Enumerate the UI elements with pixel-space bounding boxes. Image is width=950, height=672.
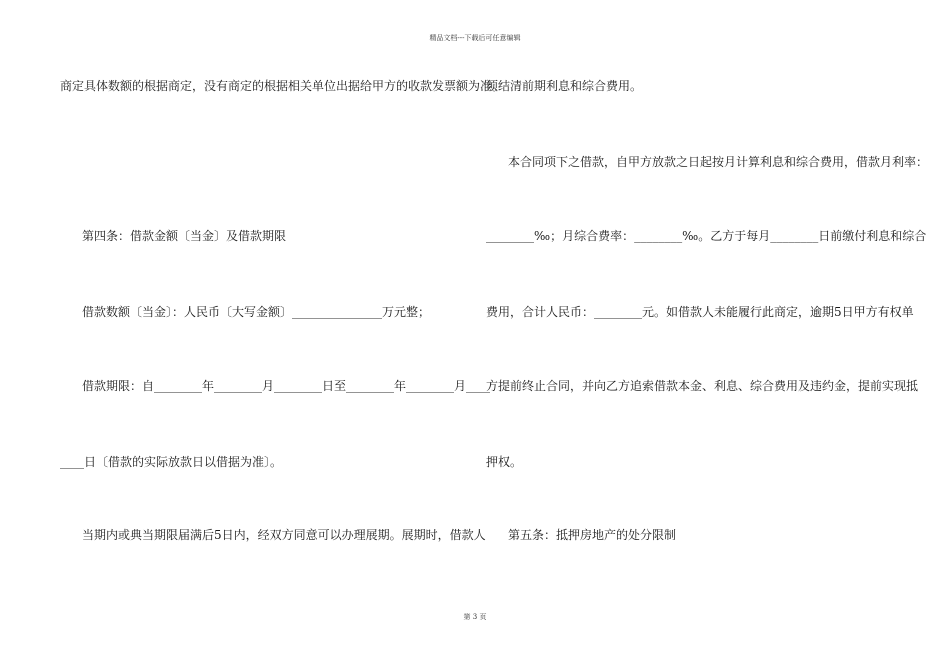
extension-clause-line: 当期内或典当期限届满后5日内，经双方同意可以办理展期。展期时，借款人: [82, 528, 486, 542]
article-4-heading: 第四条：借款金额〔当金〕及借款期限: [82, 229, 287, 243]
right-paragraph-line: 须结清前期利息和综合费用。: [486, 79, 643, 93]
interest-clause-line: 本合同项下之借款，自甲方放款之日起按月计算利息和综合费用，借款月利率：: [508, 155, 929, 169]
mortgage-right-line: 押权。: [486, 455, 523, 469]
page-header: 精品文档---下载后可任意编辑: [429, 34, 521, 42]
loan-term-continuation: ____日〔借款的实际放款日以借据为准〕。: [60, 455, 283, 469]
page-number: 第 3 页: [463, 613, 487, 621]
loan-amount-line: 借款数额〔当金〕：人民币〔大写金额〕_______________万元整；: [82, 305, 431, 319]
left-paragraph-line: 商定具体数额的根据商定，没有商定的根据相关单位出据给甲方的收款发票额为准。: [60, 79, 505, 93]
loan-term-line: 借款期限：自________年________月________日至________年________月____: [82, 379, 491, 393]
payment-amount-line: 费用，合计人民币：________元。如借款人未能履行此商定，逾期5日甲方有权单: [486, 305, 914, 319]
article-5-heading: 第五条：抵押房地产的处分限制: [508, 528, 677, 542]
termination-clause-line: 方提前终止合同，并向乙方追索借款本金、利息、综合费用及违约金，提前实现抵: [486, 379, 919, 393]
rate-fields-line: ________‰；月综合费率：________‰。乙方于每月________日前缴付利息和综合: [486, 229, 927, 243]
